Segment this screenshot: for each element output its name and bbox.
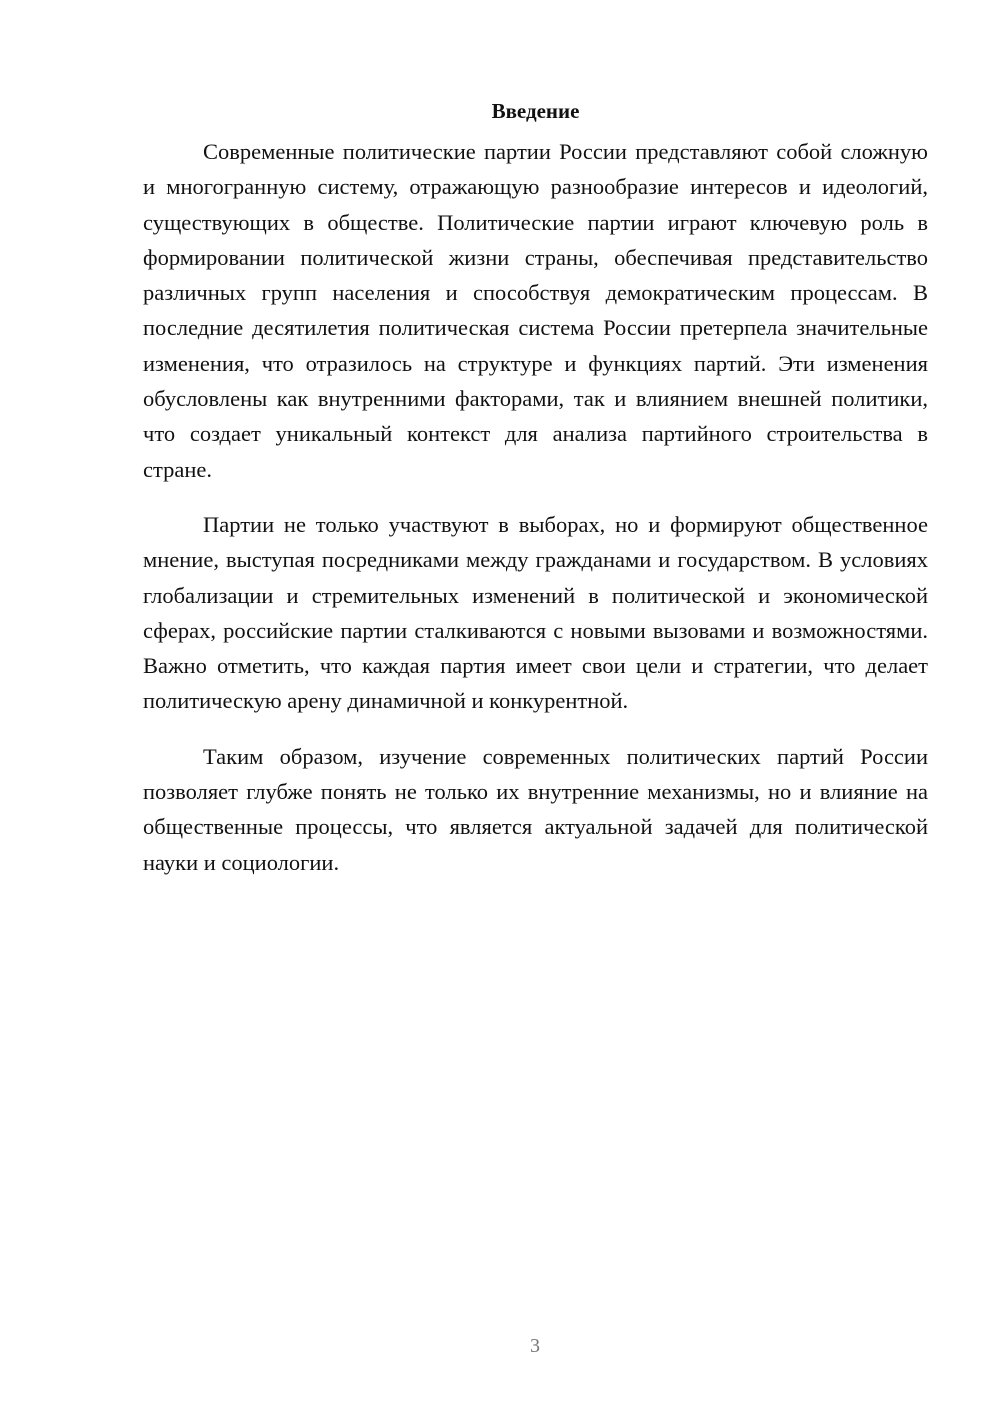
page-number: 3 (530, 1335, 540, 1357)
page-content (143, 96, 928, 900)
paragraph-1: Современные политические партии России представляют собой сложную и многогранную систему, отражающую разнообразие интересов и идеологий, существующих в обществе. Политические партии играют ключевую роль в формировании политической жизни страны, обеспечивая представительство различных групп населения и способствуя демократическим процессам. В последние десятилетия политическая система России претерпела значительные изменения, что отразилось на структуре и функциях партий. Эти изменения обусловлены как внутренними факторами, так и влиянием внешней политики, что создает уникальный контекст для анализа партийного строительства в стране. (143, 139, 928, 482)
section-heading: Введение (491, 99, 580, 123)
paragraph-2: Партии не только участвуют в выборах, но и формируют общественное мнение, выступая посредниками между гражданами и государством. В условиях глобализации и стремительных изменений в политической и экономической сферах, российские партии сталкиваются с новыми вызовами и возможностями. Важно отметить, что каждая партия имеет свои цели и стратегии, что делает политическую арену динамичной и конкурентной. (143, 511, 928, 714)
paragraph-3: Таким образом, изучение современных политических партий России позволяет глубже понять не только их внутренние механизмы, но и влияние на общественные процессы, что является актуальной задачей для политической науки и социологии. (143, 743, 928, 875)
